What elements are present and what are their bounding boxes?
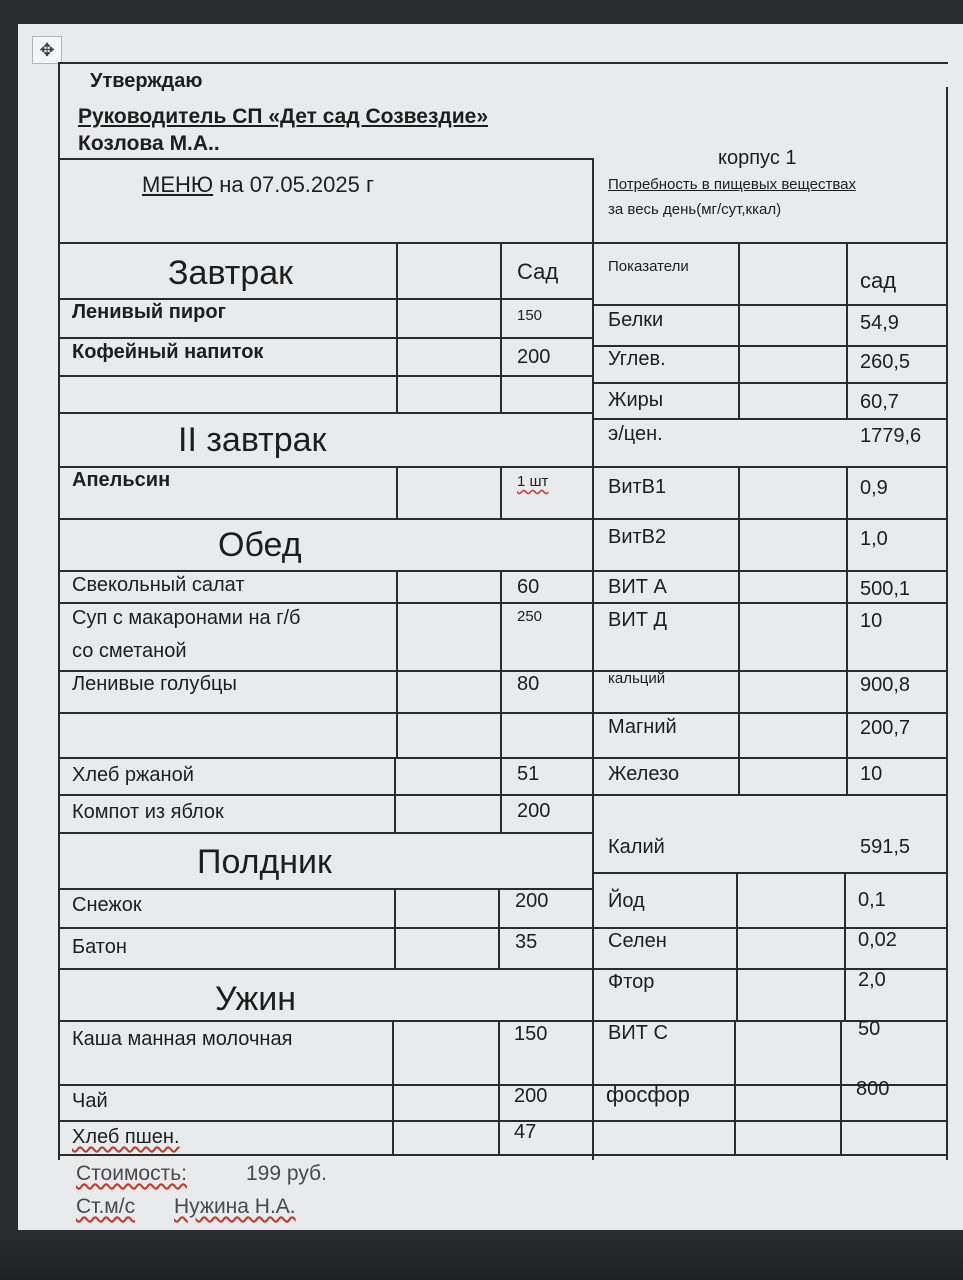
nutrient-name: ВИТ Д <box>608 609 668 631</box>
nurse-name: Нужина Н.А. <box>174 1195 296 1218</box>
building-label: корпус 1 <box>718 147 797 169</box>
nutrient-name: Магний <box>608 716 677 738</box>
nutrient-name: Белки <box>608 309 664 331</box>
meal-item-qty: 80 <box>517 673 540 695</box>
nutrient-name: Йод <box>608 890 645 912</box>
meal-item-name: Свекольный салат <box>72 574 245 596</box>
nutrient-value: 54,9 <box>860 312 899 334</box>
needs-line2: за весь день(мг/сут,ккал) <box>608 201 782 218</box>
cost-value: 199 руб. <box>246 1162 327 1185</box>
section-second-breakfast: II завтрак <box>178 421 327 459</box>
meal-item-name: Апельсин <box>72 469 171 491</box>
nutrient-value: 800 <box>856 1078 890 1100</box>
meal-item-name: Чай <box>72 1090 108 1112</box>
nutrients-header-label: Показатели <box>608 258 689 275</box>
nutrient-value: 0,9 <box>860 477 888 499</box>
meal-item-qty: 1 шт <box>517 473 549 490</box>
meal-item-name: Ленивый пирог <box>72 301 226 323</box>
nutrient-value: 260,5 <box>860 351 911 373</box>
meal-item-name: Батон <box>72 936 127 958</box>
head-name: Козлова М.А.. <box>78 132 220 155</box>
meal-item-qty: 200 <box>514 1085 548 1107</box>
nutrient-name: фосфор <box>606 1082 690 1107</box>
nutrient-name: ВитВ2 <box>608 526 667 548</box>
head-title: Руководитель СП «Дет сад Созвездие» <box>78 105 489 128</box>
nutrient-name: Фтор <box>608 971 655 993</box>
section-snack: Полдник <box>197 843 332 881</box>
nutrient-value: 200,7 <box>860 717 911 739</box>
nutrient-value: 0,1 <box>858 889 886 911</box>
nutrient-name: Жиры <box>608 389 664 411</box>
meal-item-name: Суп с макаронами на г/б <box>72 607 301 629</box>
nutrient-value: 10 <box>860 610 883 632</box>
section-lunch: Обед <box>218 526 302 564</box>
nurse-label: Ст.м/с <box>76 1195 136 1218</box>
meal-item-qty: 200 <box>517 346 551 368</box>
meal-item-qty: 200 <box>515 890 549 912</box>
meal-item-name: Хлеб ржаной <box>72 764 194 786</box>
column-garden-label: Сад <box>517 259 559 284</box>
nutrient-name: Железо <box>608 763 680 785</box>
needs-line1: Потребность в пищевых веществах <box>608 176 856 193</box>
meal-item-name: Хлеб пшен. <box>72 1126 180 1148</box>
cost-label: Стоимость: <box>76 1162 187 1185</box>
meal-item-name: Компот из яблок <box>72 801 224 823</box>
nutrient-name: Селен <box>608 930 667 952</box>
meal-item-qty: 35 <box>515 931 538 953</box>
nutrients-header-value: сад <box>860 268 897 293</box>
table-move-handle-icon[interactable]: ✥ <box>32 36 62 64</box>
meal-item-name-line2: со сметаной <box>72 640 187 662</box>
meal-item-name: Ленивые голубцы <box>72 673 237 695</box>
section-dinner: Ужин <box>215 980 296 1018</box>
meal-item-name: Снежок <box>72 894 142 916</box>
meal-item-qty: 250 <box>517 608 543 625</box>
meal-item-qty: 60 <box>517 576 540 598</box>
nutrient-value: 1779,6 <box>860 425 922 447</box>
meal-item-qty: 51 <box>517 763 540 785</box>
nutrient-name: ВИТ А <box>608 576 667 598</box>
nutrient-value: 900,8 <box>860 674 911 696</box>
nutrient-name: ВитВ1 <box>608 476 667 498</box>
meal-item-name: Кофейный напиток <box>72 341 264 363</box>
meal-item-qty: 150 <box>517 307 543 324</box>
section-breakfast: Завтрак <box>168 254 294 292</box>
nutrient-value: 50 <box>858 1018 881 1040</box>
nutrient-value: 0,02 <box>858 929 897 951</box>
nutrient-value: 10 <box>860 763 883 785</box>
nutrient-name: Калий <box>608 836 665 858</box>
meal-item-qty: 150 <box>514 1023 548 1045</box>
nutrient-value: 60,7 <box>860 391 899 413</box>
meal-item-name: Каша манная молочная <box>72 1028 293 1050</box>
nutrient-name: Углев. <box>608 348 666 370</box>
nutrient-value: 500,1 <box>860 578 911 600</box>
nutrient-value: 2,0 <box>858 969 886 991</box>
nutrient-value: 591,5 <box>860 836 911 858</box>
nutrient-value: 1,0 <box>860 528 888 550</box>
nutrient-name: кальций <box>608 670 666 687</box>
nutrient-name: э/цен. <box>608 423 663 445</box>
menu-title: МЕНЮ на 07.05.2025 г <box>142 172 374 197</box>
meal-item-qty: 200 <box>517 800 551 822</box>
meal-item-qty: 47 <box>514 1121 537 1143</box>
screen-bezel <box>0 1230 963 1280</box>
approve-label: Утверждаю <box>90 70 203 92</box>
nutrient-name: ВИТ С <box>608 1022 668 1044</box>
